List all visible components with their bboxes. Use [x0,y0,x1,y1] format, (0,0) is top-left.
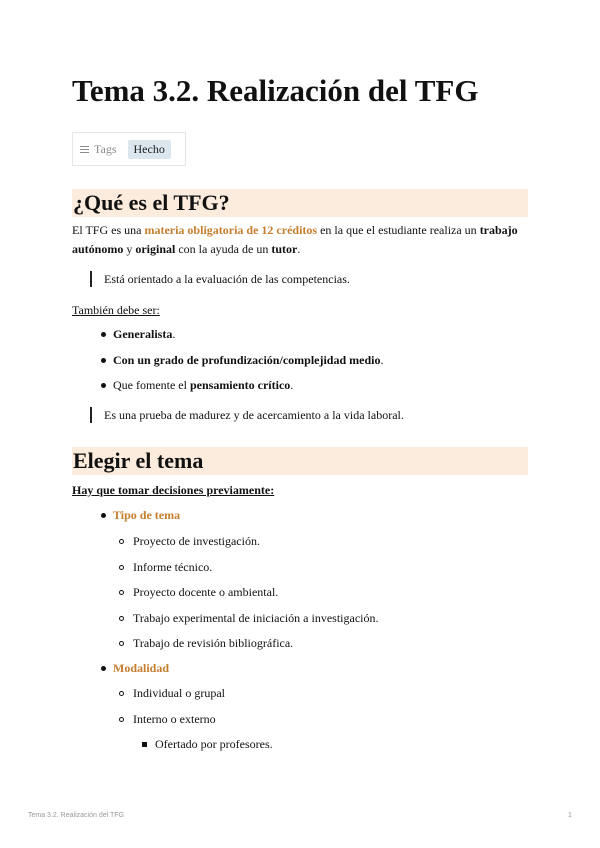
circle-bullet-icon [119,590,124,595]
also-label: También debe ser: [72,303,160,317]
tags-label: Tags [94,141,117,156]
list-item: Modalidad [97,660,169,686]
circle-bullet-icon [119,691,124,696]
bullet-icon [101,358,106,363]
modality-sublist [119,685,225,736]
properties-block [72,132,186,166]
list-item: Individual o grupal [119,685,225,711]
list-item: Con un grado de profundización/complejidad medio. [97,352,383,378]
highlight-text: materia obligatoria de 12 créditos [144,223,318,237]
modality-subsublist [142,736,273,762]
topic-type-sublist [119,533,378,661]
intro-paragraph: El TFG es una materia obligatoria de 12 créditos en la que el estudiante realiza un trabajo autónomo y original con la ayuda de un tutor. [72,223,518,256]
requirements-list [97,326,383,403]
list-item: Trabajo de revisión bibliográfica. [119,635,378,661]
list-item: Trabajo experimental de iniciación a investigación. [119,610,378,636]
square-bullet-icon [142,742,147,747]
status-tag[interactable]: Hecho [128,140,171,159]
list-item: Ofertado por profesores. [142,736,273,762]
quote-block: Es una prueba de madurez y de acercamiento a la vida laboral. [90,407,404,423]
circle-bullet-icon [119,616,124,621]
list-item: Tipo de tema [97,507,180,533]
bullet-icon [101,513,106,518]
circle-bullet-icon [119,565,124,570]
list-icon [80,146,89,153]
bullet-icon [101,666,106,671]
list-item: Interno o externo [119,711,225,737]
footer-page-number: 1 [568,812,572,819]
circle-bullet-icon [119,641,124,646]
list-item: Proyecto docente o ambiental. [119,584,378,610]
quote-block: Está orientado a la evaluación de las competencias. [90,271,350,287]
section-heading-what-is-tfg: ¿Qué es el TFG? [72,189,528,217]
list-item: Informe técnico. [119,559,378,585]
decisions-subtitle: Hay que tomar decisiones previamente: [72,483,275,497]
list-item: Generalista. [97,326,383,352]
tags-property [80,142,117,157]
circle-bullet-icon [119,717,124,722]
footer-title: Tema 3.2. Realización del TFG [28,812,124,819]
modality-list [97,660,169,686]
page-title: Tema 3.2. Realización del TFG [72,73,479,108]
topic-type-list [97,507,180,533]
bullet-icon [101,383,106,388]
list-item: Proyecto de investigación. [119,533,378,559]
circle-bullet-icon [119,539,124,544]
section-heading-choose-topic: Elegir el tema [72,447,528,475]
list-item: Que fomente el pensamiento crítico. [97,377,383,403]
bullet-icon [101,332,106,337]
